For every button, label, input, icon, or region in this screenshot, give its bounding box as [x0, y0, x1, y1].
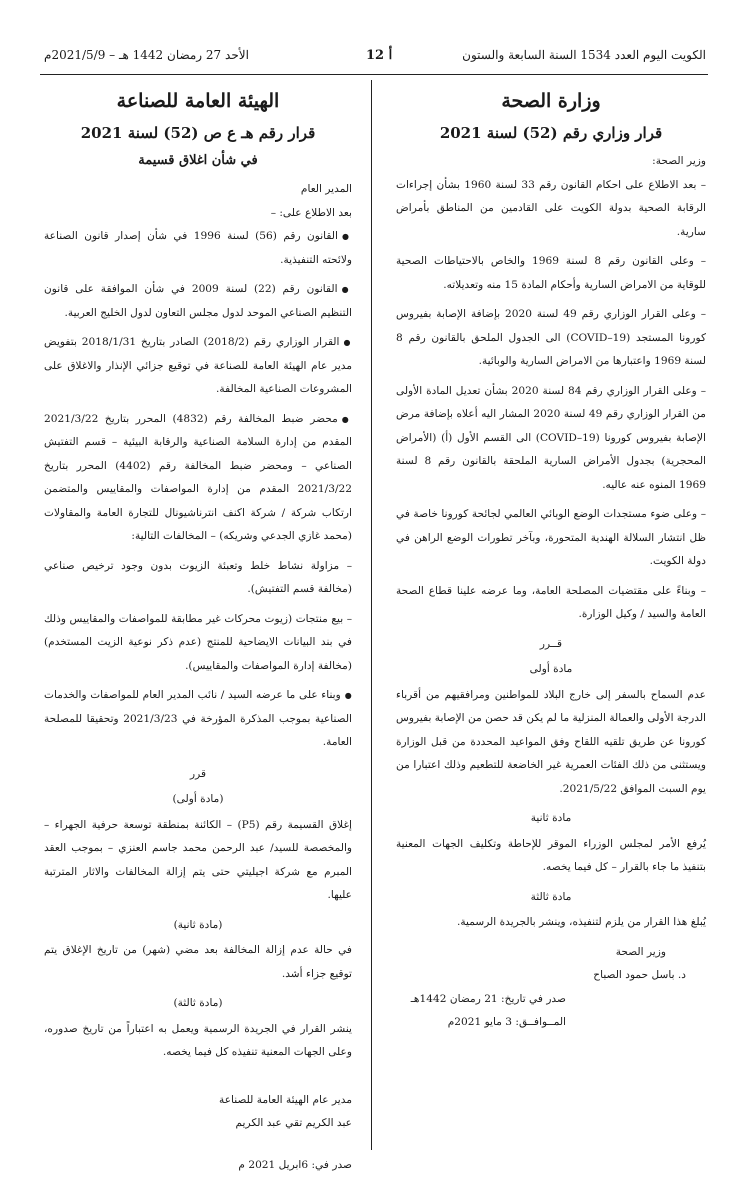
- article-text: يُبلغ هذا القرار من يلزم لتنفيذه، وينشر بالجريدة الرسمية.: [396, 911, 706, 935]
- violation-item: – مزاولة نشاط خلط وتعبئة الزيوت بدون وجود ترخيص صناعي (مخالفة قسم التفتيش).: [44, 555, 352, 602]
- preamble-paragraph: – وبناءً على مقتضيات المصلحة العامة، وما عرضه علينا قطاع الصحة العامة والسيد / وكيل الوزارة.: [396, 580, 706, 627]
- decided-heading: قــرر: [396, 633, 706, 657]
- director-heading: المدير العام: [44, 178, 352, 202]
- spacer: [44, 1136, 352, 1154]
- article-text: عدم السماح بالسفر إلى خارج البلاد للمواطنين ومرافقيهم من أقرباء الدرجة الأولى والعمالة المنزلية ما لم يكن قد حصن من الإصابة بفيروس كورونا عن طريق تلقيه اللقاح وفق المواعيد المحددة من قبل الوزارة ويستثنى من ذلك الفئات العمرية غير الخاضعة للتطعيم وذلك اعتبارا من يوم السبت الموافق 2021/5/22.: [396, 684, 706, 802]
- article-heading: مادة أولى: [396, 658, 706, 682]
- header-rule: [40, 74, 708, 75]
- minister-heading: وزير الصحة:: [396, 150, 706, 174]
- issue-date-gregorian: المــوافــق: 3 مايو 2021م: [396, 1011, 706, 1035]
- decision-title: قرار رقم هـ ع ص (52) لسنة 2021: [44, 120, 352, 146]
- article-text: ينشر القرار في الجريدة الرسمية ويعمل به اعتباراً من تاريخ صدوره، وعلى الجهات المعنية تنفيذه كل فيما يخصه.: [44, 1018, 352, 1065]
- header-date: الأحد 27 رمضان 1442 هـ – 2021/5/9م: [44, 48, 249, 70]
- signatory-title: مدير عام الهيئة العامة للصناعة: [44, 1089, 352, 1113]
- decision-title: قرار وزاري رقم (52) لسنة 2021: [396, 120, 706, 146]
- preamble-bullet: ● القرار الوزاري رقم (2018/2) الصادر بتاريخ 2018/1/31 بتفويض مدير عام الهيئة العامة للصناعة في توقيع جزائي الإنذار والاغلاق على المشروعات الصناعية المخالفة.: [44, 331, 352, 402]
- preamble-paragraph: – وعلى القانون رقم 8 لسنة 1969 والخاص بالاحتياطات الصحية للوقاية من الامراض السارية وأحكام المادة 15 منه وتعديلاته.: [396, 250, 706, 297]
- preamble-paragraph: – وعلى القرار الوزاري رقم 49 لسنة 2020 بإضافة الإصابة بفيروس كورونا المستجد (COVID–19) الى الجدول الملحق بالقانون رقم 8 لسنة 1969 واعتبارها من الامراض السارية والوبائية.: [396, 303, 706, 374]
- column-divider: [371, 80, 372, 1150]
- decision-subject: في شأن اغلاق قسيمة: [44, 150, 352, 172]
- article-text: يُرفع الأمر لمجلس الوزراء الموقر للإحاطة وتكليف الجهات المعنية بتنفيذ ما جاء بالقرار – كل فيما يخصه.: [396, 833, 706, 880]
- header-page-number: أ 12: [366, 48, 392, 70]
- issue-date: صدر في تاريخ: 21 رمضان 1442هـ: [396, 988, 706, 1012]
- article-text: في حالة عدم إزالة المخالفة بعد مضي (شهر) من تاريخ الإغلاق يتم توقيع جزاء أشد.: [44, 939, 352, 986]
- signatory-name: عبد الكريم تقي عبد الكريم: [44, 1112, 352, 1136]
- preamble-bullet: ● القانون رقم (56) لسنة 1996 في شأن إصدار قانون الصناعة ولائحته التنفيذية.: [44, 225, 352, 272]
- preamble-bullet: ● وبناء على ما عرضه السيد / نائب المدير العام للمواصفات والخدمات الصناعية بموجب المذكرة المؤرخة في 2021/3/23 وتحقيقا للمصلحة العامة.: [44, 684, 352, 755]
- signatory-title: وزير الصحة: [396, 941, 706, 965]
- preamble-intro: بعد الاطلاع على: –: [44, 202, 352, 226]
- article-heading: مادة ثانية: [396, 807, 706, 831]
- preamble-bullet: ● محضر ضبط المخالفة رقم (4832) المحرر بتاريخ 2021/3/22 المقدم من إدارة السلامة الصناعية والرقابة البيئية – قسم التفتيش الصناعي – ومحضر ضبط المخالفة رقم (4402) المحرر بتاريخ 2021/3/22 المقدم من إدارة المواصفات والمقاييس والمتضمن ارتكاب شركة / شركة اكنف انترناشيونال للتجارة العامة والمقاولات (محمد غازي الجدعي وشريكه) – المخالفات التالية:: [44, 408, 352, 549]
- authority-title: الهيئة العامة للصناعة: [44, 86, 352, 116]
- ministry-title: وزارة الصحة: [396, 86, 706, 116]
- issue-date: صدر في: 6ابريل 2021 م: [44, 1154, 352, 1177]
- article-heading: (مادة ثالثة): [44, 992, 352, 1016]
- spacer: [44, 1071, 352, 1089]
- article-text: إغلاق القسيمة رقم (P5) – الكائنة بمنطقة توسعة حرفية الجهراء – والمخصصة للسيد/ عبد الرحمن محمد جاسم العنزي – بموجب العقد المبرم مع شركة اجيليتي حتى يتم إزالة المخالفات والاثار المترتبة عليها.: [44, 814, 352, 908]
- preamble-paragraph: – وعلى ضوء مستجدات الوضع الوبائي العالمي لجائحة كورونا خاصة في ظل انتشار السلالة الهندية المتحورة، وبآخر تطورات الوضع الراهن في دولة الكويت.: [396, 503, 706, 574]
- health-ministry-column: [396, 84, 706, 1035]
- article-heading: (مادة ثانية): [44, 914, 352, 938]
- header-issue-info: الكويت اليوم العدد 1534 السنة السابعة والستون: [462, 48, 706, 70]
- article-heading: (مادة أولى): [44, 788, 352, 812]
- decided-heading: قرر: [44, 763, 352, 787]
- article-heading: مادة ثالثة: [396, 886, 706, 910]
- preamble-paragraph: – بعد الاطلاع على احكام القانون رقم 33 لسنة 1960 بشأن إجراءات الرقابة الصحية بدولة الكويت على القادمين من المناطق بأمراض سارية.: [396, 174, 706, 245]
- preamble-paragraph: – وعلى القرار الوزاري رقم 84 لسنة 2020 بشأن تعديل المادة الأولى من القرار الوزاري رقم 49 لسنة 2020 المشار اليه أعلاه بإضافة مرض الإصابة بفيروس كورونا (COVID–19) الى القسم الأول (أ) (الأمراض المحجرية) بجدول الأمراض السارية الملحقة بالقانون رقم 8 لسنة 1969 المنوه عنه عاليه.: [396, 380, 706, 498]
- violation-item: – بيع منتجات (زيوت محركات غير مطابقة للمواصفات والمقاييس وذلك في بند البيانات الايضاحية للمنتج (عدم ذكر نوعية الزيت المستخدم) (مخالفة إدارة المواصفات والمقاييس).: [44, 608, 352, 679]
- industry-authority-column: [44, 84, 352, 1177]
- signatory-name: د. باسل حمود الصباح: [396, 964, 706, 988]
- preamble-bullet: ● القانون رقم (22) لسنة 2009 في شأن الموافقة على قانون التنظيم الصناعي الموحد لدول مجلس التعاون لدول الخليج العربية.: [44, 278, 352, 325]
